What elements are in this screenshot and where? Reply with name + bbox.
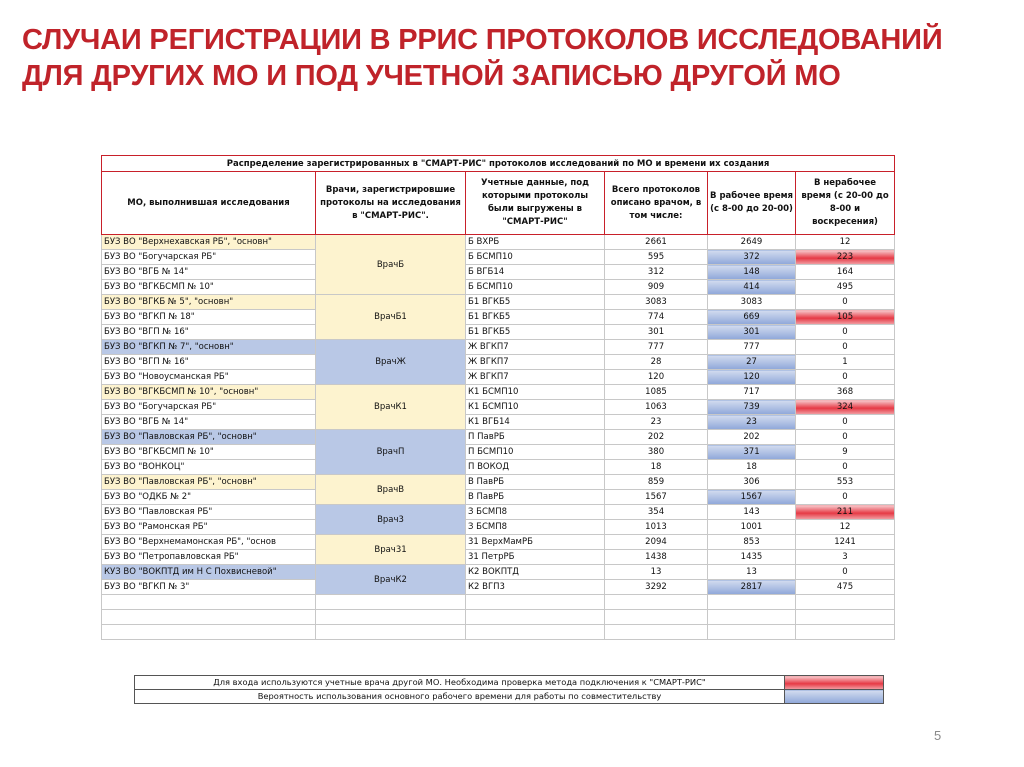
offwork-time-cell: 475 bbox=[796, 580, 895, 595]
table-row bbox=[102, 505, 895, 520]
work-time-cell: 18 bbox=[708, 460, 796, 475]
total-cell: 774 bbox=[605, 310, 708, 325]
work-time-cell: 23 bbox=[708, 415, 796, 430]
legend-table bbox=[134, 675, 884, 704]
offwork-time-cell: 9 bbox=[796, 445, 895, 460]
doctor-cell: ВрачП bbox=[316, 430, 466, 475]
account-cell: Б1 ВГКБ5 bbox=[466, 295, 605, 310]
page-title bbox=[22, 22, 1002, 94]
table-row bbox=[102, 535, 895, 550]
empty-cell bbox=[796, 595, 895, 610]
account-cell: Б БСМП10 bbox=[466, 280, 605, 295]
total-cell: 202 bbox=[605, 430, 708, 445]
empty-cell bbox=[102, 595, 316, 610]
offwork-time-cell: 105 bbox=[796, 310, 895, 325]
work-time-cell: 372 bbox=[708, 250, 796, 265]
empty-cell bbox=[316, 625, 466, 640]
empty-cell bbox=[605, 595, 708, 610]
offwork-time-cell: 164 bbox=[796, 265, 895, 280]
account-cell: К2 ВОКПТД bbox=[466, 565, 605, 580]
account-cell: Б ВГБ14 bbox=[466, 265, 605, 280]
offwork-time-cell: 0 bbox=[796, 325, 895, 340]
table-row bbox=[102, 415, 895, 430]
legend-blue-text: Вероятность использования основного рабочего времени для работы по совместительству bbox=[135, 690, 785, 704]
mo-cell: БУЗ ВО "ВГП № 16" bbox=[102, 325, 316, 340]
table-row bbox=[102, 265, 895, 280]
table-row bbox=[102, 460, 895, 475]
table-row bbox=[102, 385, 895, 400]
empty-cell bbox=[102, 625, 316, 640]
offwork-time-cell: 3 bbox=[796, 550, 895, 565]
account-cell: Ж ВГКП7 bbox=[466, 370, 605, 385]
total-cell: 312 bbox=[605, 265, 708, 280]
table-row bbox=[102, 475, 895, 490]
empty-row bbox=[102, 595, 895, 610]
mo-cell: БУЗ ВО "ВОНКОЦ" bbox=[102, 460, 316, 475]
total-cell: 1085 bbox=[605, 385, 708, 400]
mo-cell: БУЗ ВО "Верхнехавская РБ", "основн" bbox=[102, 235, 316, 250]
header-mo: МО, выполнившая исследования bbox=[102, 172, 316, 235]
total-cell: 859 bbox=[605, 475, 708, 490]
mo-cell: БУЗ ВО "Павловская РБ", "основн" bbox=[102, 430, 316, 445]
account-cell: З БСМП8 bbox=[466, 505, 605, 520]
mo-cell: БУЗ ВО "Богучарская РБ" bbox=[102, 400, 316, 415]
empty-cell bbox=[708, 625, 796, 640]
page-number: 5 bbox=[934, 728, 942, 743]
total-cell: 1438 bbox=[605, 550, 708, 565]
mo-cell: БУЗ ВО "ОДКБ № 2" bbox=[102, 490, 316, 505]
empty-cell bbox=[102, 610, 316, 625]
table-row bbox=[102, 235, 895, 250]
total-cell: 120 bbox=[605, 370, 708, 385]
empty-cell bbox=[466, 610, 605, 625]
total-cell: 18 bbox=[605, 460, 708, 475]
legend-blue-swatch bbox=[785, 690, 884, 704]
account-cell: Б БСМП10 bbox=[466, 250, 605, 265]
total-cell: 777 bbox=[605, 340, 708, 355]
mo-cell: БУЗ ВО "Павловская РБ" bbox=[102, 505, 316, 520]
work-time-cell: 143 bbox=[708, 505, 796, 520]
work-time-cell: 148 bbox=[708, 265, 796, 280]
account-cell: П БСМП10 bbox=[466, 445, 605, 460]
legend-red-text: Для входа используются учетные врача другой МО. Необходима проверка метода подключения к "СМАРТ-РИС" bbox=[135, 676, 785, 690]
work-time-cell: 1567 bbox=[708, 490, 796, 505]
total-cell: 354 bbox=[605, 505, 708, 520]
offwork-time-cell: 368 bbox=[796, 385, 895, 400]
account-cell: К2 ВГП3 bbox=[466, 580, 605, 595]
title-line-1: СЛУЧАИ РЕГИСТРАЦИИ В РРИС ПРОТОКОЛОВ ИССЛЕДОВАНИЙ bbox=[22, 24, 943, 56]
table-row bbox=[102, 550, 895, 565]
account-cell: Б1 ВГКБ5 bbox=[466, 325, 605, 340]
mo-cell: КУЗ ВО "ВОКПТД им Н С Похвисневой" bbox=[102, 565, 316, 580]
account-cell: 31 ПетрРБ bbox=[466, 550, 605, 565]
work-time-cell: 301 bbox=[708, 325, 796, 340]
account-cell: 31 ВерхМамРБ bbox=[466, 535, 605, 550]
table-row bbox=[102, 445, 895, 460]
work-time-cell: 2649 bbox=[708, 235, 796, 250]
doctor-cell: ВрачБ bbox=[316, 235, 466, 295]
offwork-time-cell: 0 bbox=[796, 565, 895, 580]
table-row bbox=[102, 280, 895, 295]
mo-cell: БУЗ ВО "ВГКП № 3" bbox=[102, 580, 316, 595]
work-time-cell: 717 bbox=[708, 385, 796, 400]
total-cell: 23 bbox=[605, 415, 708, 430]
account-cell: К1 ВГБ14 bbox=[466, 415, 605, 430]
mo-cell: БУЗ ВО "ВГКБ № 5", "основн" bbox=[102, 295, 316, 310]
account-cell: В ПавРБ bbox=[466, 490, 605, 505]
empty-cell bbox=[466, 625, 605, 640]
table-row bbox=[102, 370, 895, 385]
total-cell: 28 bbox=[605, 355, 708, 370]
total-cell: 301 bbox=[605, 325, 708, 340]
mo-cell: БУЗ ВО "Богучарская РБ" bbox=[102, 250, 316, 265]
account-cell: Ж ВГКП7 bbox=[466, 340, 605, 355]
offwork-time-cell: 0 bbox=[796, 370, 895, 385]
work-time-cell: 739 bbox=[708, 400, 796, 415]
empty-cell bbox=[605, 625, 708, 640]
offwork-time-cell: 1241 bbox=[796, 535, 895, 550]
work-time-cell: 202 bbox=[708, 430, 796, 445]
work-time-cell: 3083 bbox=[708, 295, 796, 310]
table-row bbox=[102, 295, 895, 310]
empty-cell bbox=[796, 625, 895, 640]
total-cell: 3083 bbox=[605, 295, 708, 310]
title-line-2: ДЛЯ ДРУГИХ МО И ПОД УЧЕТНОЙ ЗАПИСЬЮ ДРУГОЙ МО bbox=[22, 60, 841, 92]
doctor-cell: ВрачК1 bbox=[316, 385, 466, 430]
mo-cell: БУЗ ВО "ВГП № 16" bbox=[102, 355, 316, 370]
empty-row bbox=[102, 610, 895, 625]
work-time-cell: 2817 bbox=[708, 580, 796, 595]
doctor-cell: ВрачБ1 bbox=[316, 295, 466, 340]
mo-cell: БУЗ ВО "Новоусманская РБ" bbox=[102, 370, 316, 385]
table-row bbox=[102, 310, 895, 325]
table-row bbox=[102, 250, 895, 265]
table-row bbox=[102, 490, 895, 505]
mo-cell: БУЗ ВО "Петропавловская РБ" bbox=[102, 550, 316, 565]
offwork-time-cell: 0 bbox=[796, 415, 895, 430]
work-time-cell: 27 bbox=[708, 355, 796, 370]
work-time-cell: 414 bbox=[708, 280, 796, 295]
account-cell: К1 БСМП10 bbox=[466, 385, 605, 400]
table-row bbox=[102, 355, 895, 370]
offwork-time-cell: 0 bbox=[796, 430, 895, 445]
account-cell: В ПавРБ bbox=[466, 475, 605, 490]
total-cell: 13 bbox=[605, 565, 708, 580]
empty-row bbox=[102, 625, 895, 640]
protocols-table bbox=[101, 155, 895, 640]
offwork-time-cell: 211 bbox=[796, 505, 895, 520]
mo-cell: БУЗ ВО "Верхнемамонская РБ", "основ bbox=[102, 535, 316, 550]
empty-cell bbox=[316, 610, 466, 625]
mo-cell: БУЗ ВО "Павловская РБ", "основн" bbox=[102, 475, 316, 490]
table-row bbox=[102, 430, 895, 445]
work-time-cell: 777 bbox=[708, 340, 796, 355]
empty-cell bbox=[466, 595, 605, 610]
work-time-cell: 669 bbox=[708, 310, 796, 325]
legend-red-swatch bbox=[785, 676, 884, 690]
total-cell: 3292 bbox=[605, 580, 708, 595]
header-accounts: Учетные данные, под которыми протоколы были выгружены в "СМАРТ-РИС" bbox=[466, 172, 605, 235]
account-cell: Б1 ВГКБ5 bbox=[466, 310, 605, 325]
total-cell: 1567 bbox=[605, 490, 708, 505]
offwork-time-cell: 0 bbox=[796, 490, 895, 505]
table-row bbox=[102, 340, 895, 355]
empty-cell bbox=[708, 595, 796, 610]
offwork-time-cell: 12 bbox=[796, 520, 895, 535]
mo-cell: БУЗ ВО "ВГКБСМП № 10", "основн" bbox=[102, 385, 316, 400]
mo-cell: БУЗ ВО "ВГКП № 7", "основн" bbox=[102, 340, 316, 355]
total-cell: 2661 bbox=[605, 235, 708, 250]
empty-cell bbox=[796, 610, 895, 625]
total-cell: 909 bbox=[605, 280, 708, 295]
offwork-time-cell: 0 bbox=[796, 460, 895, 475]
account-cell: З БСМП8 bbox=[466, 520, 605, 535]
total-cell: 1013 bbox=[605, 520, 708, 535]
doctor-cell: ВрачЖ bbox=[316, 340, 466, 385]
table-row bbox=[102, 400, 895, 415]
account-cell: Б ВХРБ bbox=[466, 235, 605, 250]
header-offwork-time: В нерабочее время (с 20-00 до 8-00 и воскресения) bbox=[796, 172, 895, 235]
account-cell: П ВОКОД bbox=[466, 460, 605, 475]
work-time-cell: 371 bbox=[708, 445, 796, 460]
mo-cell: БУЗ ВО "ВГБ № 14" bbox=[102, 415, 316, 430]
account-cell: К1 БСМП10 bbox=[466, 400, 605, 415]
header-total: Всего протоколов описано врачом, в том числе: bbox=[605, 172, 708, 235]
total-cell: 595 bbox=[605, 250, 708, 265]
table-row bbox=[102, 325, 895, 340]
table-row bbox=[102, 580, 895, 595]
account-cell: П ПавРБ bbox=[466, 430, 605, 445]
offwork-time-cell: 495 bbox=[796, 280, 895, 295]
doctor-cell: Врач3 bbox=[316, 505, 466, 535]
empty-cell bbox=[316, 595, 466, 610]
mo-cell: БУЗ ВО "ВГКП № 18" bbox=[102, 310, 316, 325]
table-caption: Распределение зарегистрированных в "СМАРТ-РИС" протоколов исследований по МО и времени их создания bbox=[102, 156, 895, 172]
work-time-cell: 853 bbox=[708, 535, 796, 550]
work-time-cell: 1001 bbox=[708, 520, 796, 535]
total-cell: 380 bbox=[605, 445, 708, 460]
empty-cell bbox=[708, 610, 796, 625]
doctor-cell: Врач31 bbox=[316, 535, 466, 565]
work-time-cell: 306 bbox=[708, 475, 796, 490]
table-row bbox=[102, 520, 895, 535]
mo-cell: БУЗ ВО "ВГКБСМП № 10" bbox=[102, 280, 316, 295]
account-cell: Ж ВГКП7 bbox=[466, 355, 605, 370]
header-work-time: В рабочее время (с 8-00 до 20-00) bbox=[708, 172, 796, 235]
mo-cell: БУЗ ВО "ВГБ № 14" bbox=[102, 265, 316, 280]
offwork-time-cell: 12 bbox=[796, 235, 895, 250]
header-doctors: Врачи, зарегистрировшие протоколы на исследования в "СМАРТ-РИС". bbox=[316, 172, 466, 235]
offwork-time-cell: 223 bbox=[796, 250, 895, 265]
total-cell: 2094 bbox=[605, 535, 708, 550]
table-row bbox=[102, 565, 895, 580]
mo-cell: БУЗ ВО "Рамонская РБ" bbox=[102, 520, 316, 535]
work-time-cell: 13 bbox=[708, 565, 796, 580]
offwork-time-cell: 0 bbox=[796, 295, 895, 310]
doctor-cell: ВрачК2 bbox=[316, 565, 466, 595]
offwork-time-cell: 1 bbox=[796, 355, 895, 370]
work-time-cell: 120 bbox=[708, 370, 796, 385]
offwork-time-cell: 0 bbox=[796, 340, 895, 355]
work-time-cell: 1435 bbox=[708, 550, 796, 565]
total-cell: 1063 bbox=[605, 400, 708, 415]
mo-cell: БУЗ ВО "ВГКБСМП № 10" bbox=[102, 445, 316, 460]
empty-cell bbox=[605, 610, 708, 625]
offwork-time-cell: 324 bbox=[796, 400, 895, 415]
offwork-time-cell: 553 bbox=[796, 475, 895, 490]
doctor-cell: ВрачВ bbox=[316, 475, 466, 505]
